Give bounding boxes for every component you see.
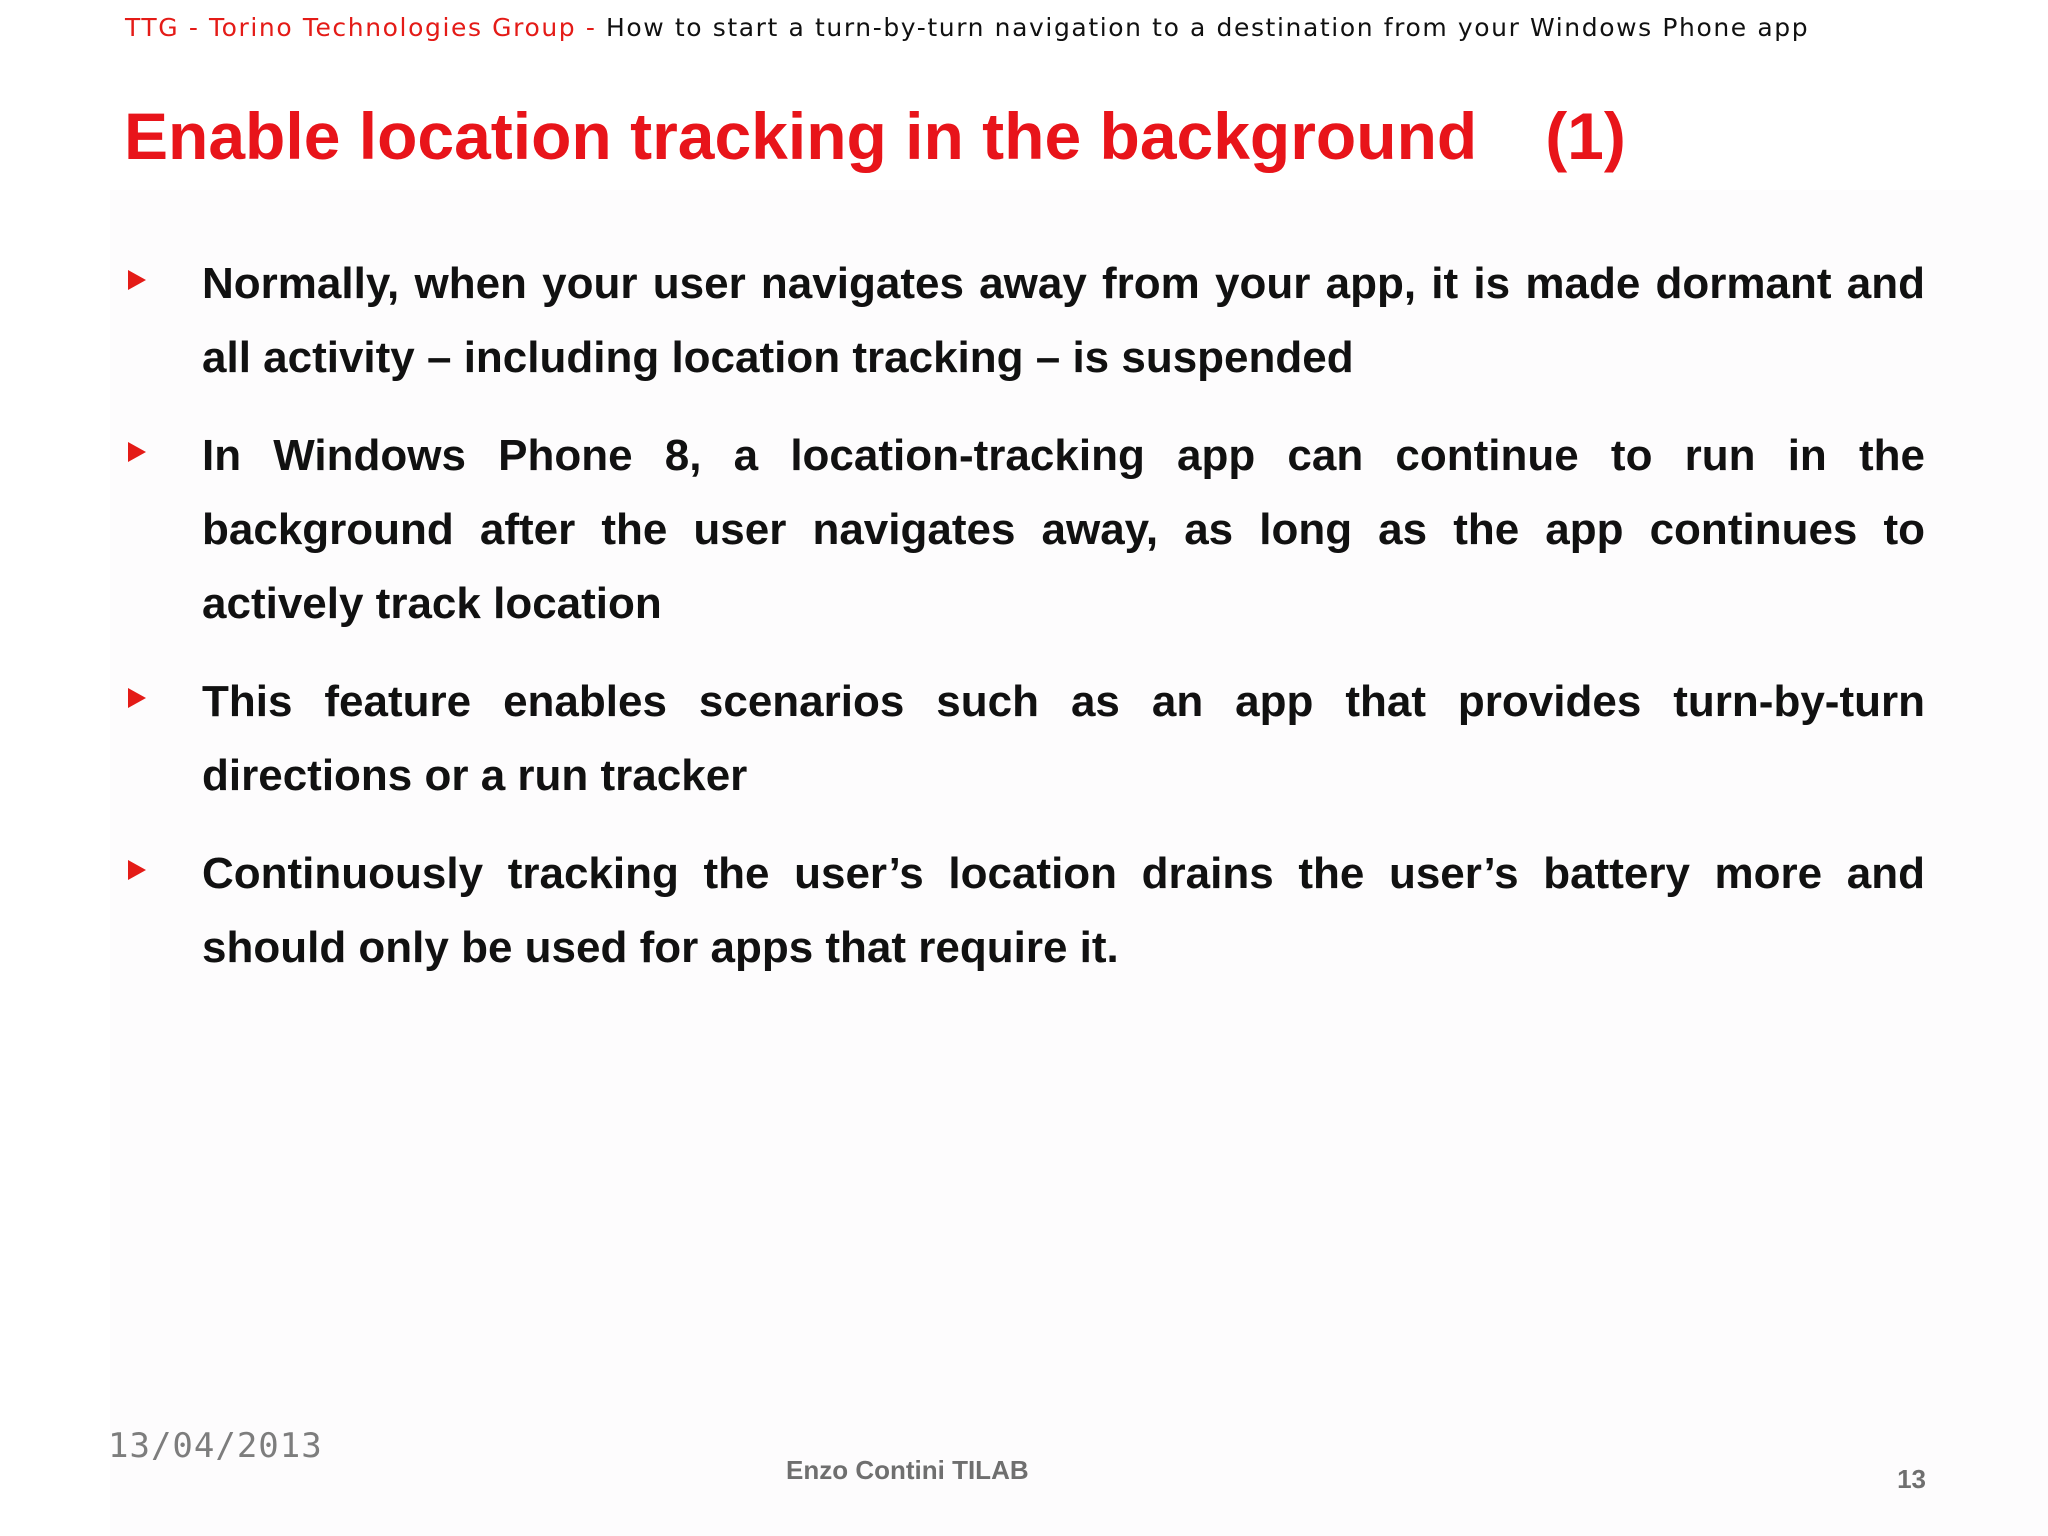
header-organization: TTG - Torino Technologies Group - (125, 13, 606, 42)
bullet-arrow-icon (128, 688, 146, 708)
bullet-item (120, 665, 1925, 813)
bullet-arrow-icon (128, 860, 146, 880)
bullet-item (120, 247, 1925, 395)
footer-date: 13/04/2013 (108, 1426, 323, 1466)
bullet-item (120, 837, 1925, 985)
slide-title (124, 96, 1626, 176)
bullet-item (120, 419, 1925, 641)
bullet-text: Normally, when your user navigates away from your app, it is made dormant and all activity – including location tracking – is suspended (202, 259, 1925, 382)
bullet-text: This feature enables scenarios such as an app that provides turn-by-turn directions or a run tracker (202, 677, 1925, 800)
header-subject: How to start a turn-by-turn navigation to a destination from your Windows Phone app (606, 13, 1810, 42)
presentation-header (125, 10, 1809, 46)
bullet-text: Continuously tracking the user’s location drains the user’s battery more and should only be used for apps that require it. (202, 849, 1925, 972)
bullet-text: In Windows Phone 8, a location-tracking app can continue to run in the background after the user navigates away, as long as the app continues to actively track location (202, 431, 1925, 628)
footer-author: Enzo Contini TILAB (786, 1455, 1029, 1485)
bullet-arrow-icon (128, 270, 146, 290)
slide-title-text: Enable location tracking in the background (124, 99, 1478, 173)
bullet-list (120, 247, 1925, 1009)
slide-title-number: (1) (1545, 99, 1626, 173)
bullet-arrow-icon (128, 442, 146, 462)
page-number: 13 (1897, 1464, 1926, 1494)
